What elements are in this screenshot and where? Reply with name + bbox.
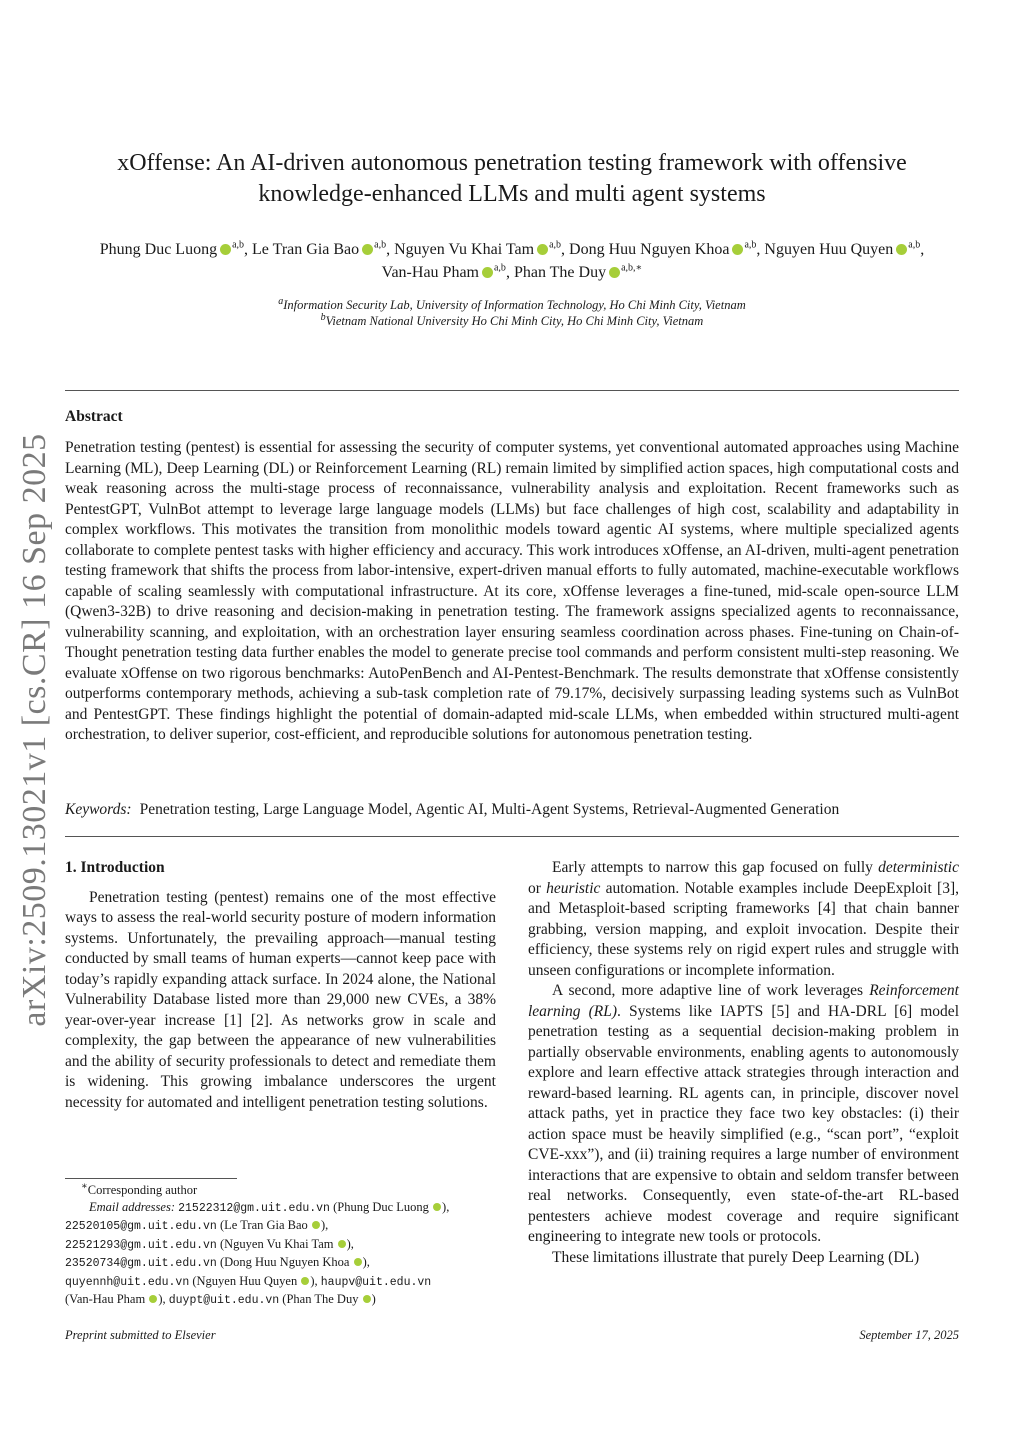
abstract-text: Penetration testing (pentest) is essential for assessing the security of computer systems, yet conventional automated approaches using Machine Learning (ML), Deep Learning (DL) or Reinforcement Learning (RL) remain limited by simplified action spaces, high computational costs and weak reasoning across the multi-stage process of reconnaissance, vulnerability analysis and exploitation. Recent frameworks such as PentestGPT, VulnBot attempt to leverage large language models (LLMs) but face challenges of high cost, scalability and adaptability in complex workflows. This motivates the transition from monolithic models toward agentic AI systems, where multiple specialized agents collaborate to complete pentest tasks with higher efficiency and accuracy. This work introduces xOffense, an AI-driven, multi-agent penetration testing framework that shifts the process from labor-intensive, expert-driven manual efforts to fully automated, machine-executable workflows capable of scaling seamlessly with computational infrastructure. At its core, xOffense leverages a fine-tuned, mid-scale open-source LLM (Qwen3-32B) to drive reasoning and decision-making in penetration testing. The framework assigns specialized agents to reconnaissance, vulnerability scanning, and exploitation, with an orchestration layer ensuring seamless coordination across phases. Fine-tuning on Chain-of-Thought penetration testing data further enables the model to generate precise tool commands and perform consistent multi-step reasoning. We evaluate xOffense on two rigorous benchmarks: AutoPenBench and AI-Pentest-Benchmark. The results demonstrate that xOffense consistently outperforms contemporary methods, achieving a sub-task completion rate of 79.17%, decisively surpassing leading systems such as VulnBot and PentestGPT. These findings highlight the potential of domain-adapted mid-scale LLMs, when embedded within structured multi-agent orchestration, to deliver superior, cost-efficient, and reproducible solutions for autonomous penetration testing. <box>65 439 959 743</box>
title-line-2: knowledge-enhanced LLMs and multi agent systems <box>258 181 766 207</box>
author: Phung Duc Luong $^{a,b}$ <box>99 239 245 258</box>
email-line: (Van-Hau Pham ), duypt@uit.edu.vn (Phan The Duy ) <box>65 1292 376 1307</box>
footer-date: September 17, 2025 <box>859 1328 959 1342</box>
orcid-icon[interactable] <box>482 267 493 278</box>
author-list <box>60 238 964 284</box>
email-link[interactable]: duypt@uit.edu.vn <box>168 1294 280 1307</box>
author: Dong Huu Nguyen Khoa $^{a,b}$ <box>569 239 757 258</box>
paragraph: A second, more adaptive line of work leverages Reinforcement learning (RL). Systems like IAPTS [5] and HA-DRL [6] model penetration testing as a sequential decision-making problem in partially observable environments, enabling agents to autonomously explore and learn effective attack strategies through interaction and reward-based learning. RL agents can, in principle, discover novel attack paths, yet in practice they face two key obstacles: (i) their action space must be heavily simplified (e.g., “scan port”, “exploit CVE-xxx”), and (ii) training requires a large number of environment interactions that are expensive to obtain and seldom transfer between real networks. Consequently, even state-of-the-art RL-based pentesters achieve modest coverage and require significant engineering to integrate new tools or protocols. <box>528 982 959 1245</box>
author-line-2: Van-Hau Pham $^{a,b}$, Phan The Duy $^{a,b,∗}$ <box>381 262 643 281</box>
author: Van-Hau Pham $^{a,b}$ <box>381 262 506 281</box>
orcid-icon[interactable] <box>732 244 743 255</box>
orcid-icon[interactable] <box>896 244 907 255</box>
orcid-icon[interactable] <box>362 244 373 255</box>
paragraph: These limitations illustrate that purely Deep Learning (DL) <box>552 1248 920 1266</box>
paper-title <box>60 148 964 210</box>
orcid-icon[interactable] <box>301 1277 309 1285</box>
email-line: 22521293@gm.uit.edu.vn (Nguyen Vu Khai Tam ), <box>65 1236 354 1252</box>
author: Le Tran Gia Bao $^{a,b}$ <box>252 239 387 258</box>
email-line: 23520734@gm.uit.edu.vn (Dong Huu Nguyen Khoa ), <box>65 1255 370 1270</box>
email-link[interactable]: haupv@uit.edu.vn <box>320 1275 432 1289</box>
email-link[interactable]: 22520105@gm.uit.edu.vn <box>65 1220 217 1233</box>
orcid-icon[interactable] <box>220 244 231 255</box>
orcid-icon[interactable] <box>354 1258 362 1266</box>
email-link[interactable]: quyennh@uit.edu.vn <box>65 1275 190 1289</box>
author: Nguyen Vu Khai Tam $^{a,b}$ <box>394 239 562 258</box>
affiliation: $^a$Information Security Lab, University of Information Technology, Ho Chi Minh City, Vietnam <box>278 295 746 312</box>
email-link[interactable]: 22521293@gm.uit.edu.vn <box>65 1238 217 1252</box>
orcid-icon[interactable] <box>363 1295 371 1303</box>
paragraph: Early attempts to narrow this gap focused on fully deterministic or heuristic automation. Notable examples include DeepExploit [3], and Metasploit-based scripting frameworks [4] that chain banner grabbing, version mapping, and exploit invocation. Despite their efficiency, these systems rely on rigid expert rules and struggle with unseen configurations or incomplete information. <box>528 859 959 979</box>
footer-journal: Preprint submitted to Elsevier <box>65 1328 216 1342</box>
right-column <box>528 858 959 1268</box>
divider <box>65 836 959 837</box>
orcid-icon[interactable] <box>433 1203 441 1211</box>
email-link[interactable]: 23520734@gm.uit.edu.vn <box>65 1257 217 1270</box>
keywords-label: Keywords: <box>65 801 132 818</box>
orcid-icon[interactable] <box>609 267 620 278</box>
title-line-1: xOffense: An AI-driven autonomous penetration testing framework with offensive <box>117 150 907 176</box>
affiliation: $^b$Vietnam National University Ho Chi Minh City, Ho Chi Minh City, Vietnam <box>320 311 704 328</box>
section-heading: 1. Introduction <box>65 859 165 876</box>
author: Nguyen Huu Quyen $^{a,b}$ <box>764 239 921 258</box>
author-line-1: Phung Duc Luong $^{a,b}$, Le Tran Gia Bao $^{a,b}$, Nguyen Vu Khai Tam $^{a,b}$, Dong Huu Nguyen Khoa $^{a,b}$, Nguyen Huu Quyen $^{a,b}$, <box>99 239 925 258</box>
author: Phan The Duy $^{a,b,∗}$ <box>513 262 643 281</box>
left-column <box>65 858 496 1113</box>
email-line: Email addresses: 21522312@gm.uit.edu.vn (Phung Duc Luong ), <box>89 1199 450 1215</box>
abstract-heading: Abstract <box>65 408 123 425</box>
affiliations <box>60 297 964 329</box>
footnote-divider <box>65 1178 237 1179</box>
keywords <box>65 800 959 820</box>
arxiv-identifier: arXiv:2509.13021v1 [cs.CR] 16 Sep 2025 <box>16 433 53 1027</box>
orcid-icon[interactable] <box>149 1295 157 1303</box>
orcid-icon[interactable] <box>338 1240 346 1248</box>
email-line: 22520105@gm.uit.edu.vn (Le Tran Gia Bao ), <box>65 1218 329 1233</box>
email-link[interactable]: 21522312@gm.uit.edu.vn <box>178 1201 330 1215</box>
footnotes <box>65 1182 496 1310</box>
orcid-icon[interactable] <box>537 244 548 255</box>
corresponding-note: ∗Corresponding author <box>81 1180 198 1197</box>
divider <box>65 390 959 391</box>
email-line: quyennh@uit.edu.vn (Nguyen Huu Quyen ), haupv@uit.edu.vn <box>65 1273 432 1289</box>
arxiv-sidebar <box>10 425 60 1035</box>
paragraph: Penetration testing (pentest) remains one of the most effective ways to assess the real-world security posture of modern information systems. Unfortunately, the prevailing approach—manual testing conducted by small teams of human experts—cannot keep pace with today’s rapidly expanding attack surface. In 2024 alone, the National Vulnerability Database listed more than 29,000 new CVEs, a 38% year-over-year increase [1] [2]. As networks grow in scale and complexity, the gap between the appearance of new vulnerabilities and the ability of security professionals to detect and remediate them is widening. This growing imbalance underscores the urgent necessity for automated and intelligent penetration testing solutions. <box>65 888 496 1111</box>
keywords-text: Penetration testing, Large Language Model, Agentic AI, Multi-Agent Systems, Retrieval-Augmented Generation <box>139 801 840 818</box>
orcid-icon[interactable] <box>312 1221 320 1229</box>
